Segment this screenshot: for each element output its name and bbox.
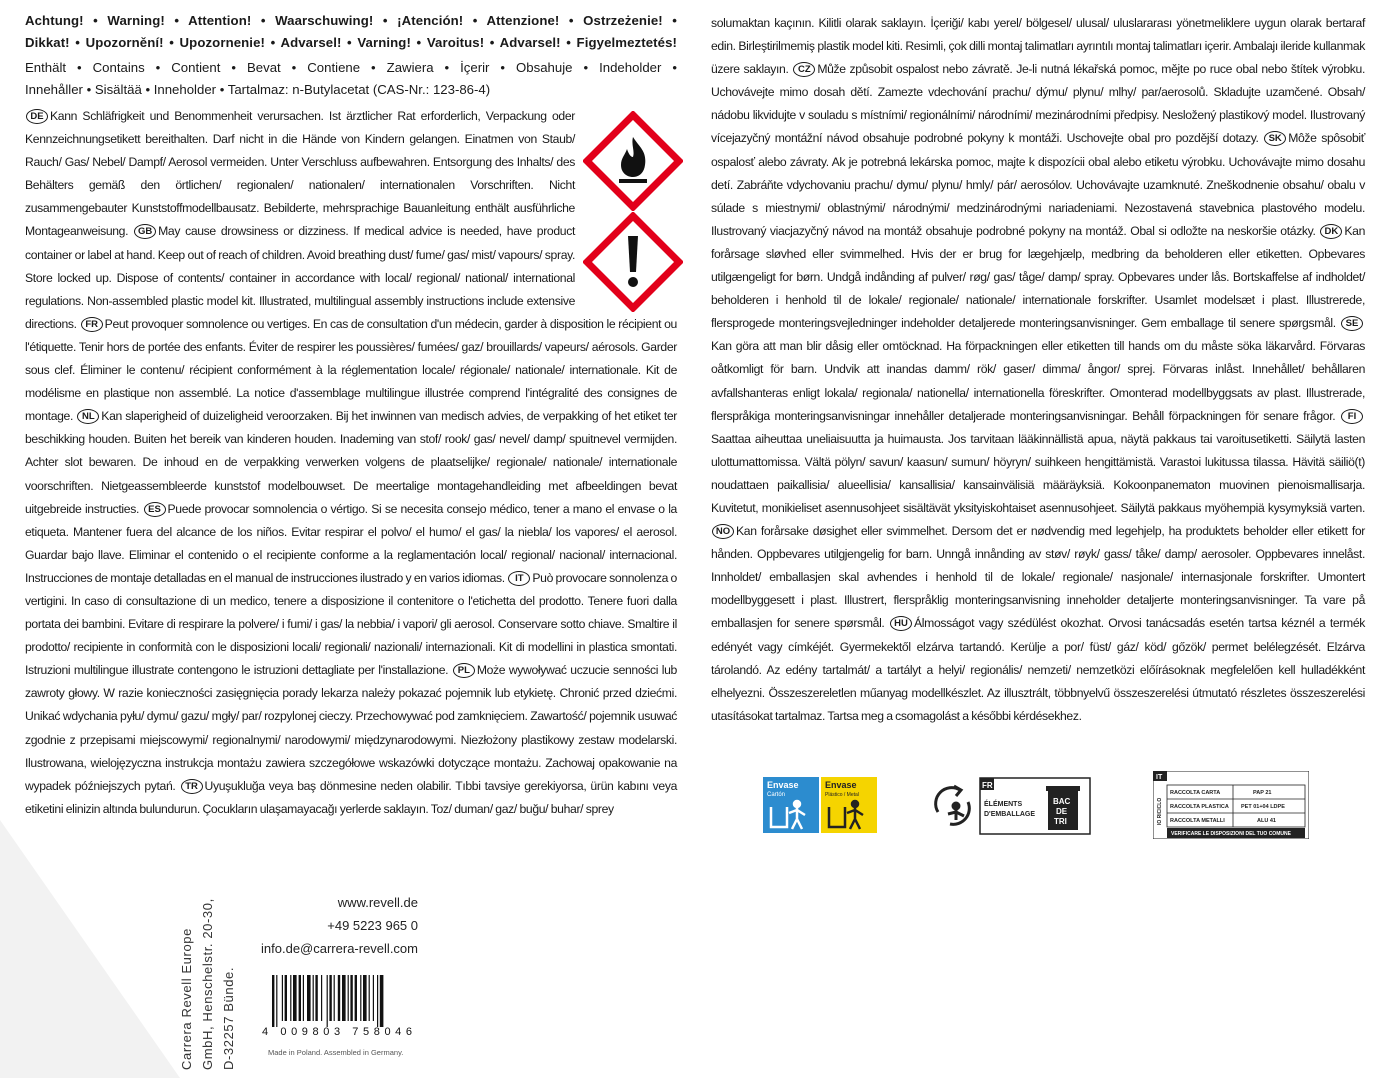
company-address-text: Carrera Revell Europe GmbH, Henschelstr. 20-30, D-32257 Bünde. (179, 898, 236, 1070)
barcode-bar (272, 975, 274, 1027)
barcode-bar (313, 975, 314, 1021)
triman-logo-graphic (930, 776, 1092, 836)
italy-table-graphic (1153, 771, 1309, 839)
barcode-bar (360, 975, 361, 1021)
left-column (25, 10, 677, 821)
lang-code-hu: HU (890, 616, 912, 631)
barcode-bar (350, 975, 352, 1021)
barcode-bar (321, 975, 322, 1021)
lang-code-cz: CZ (793, 62, 815, 77)
lang-code-es: ES (144, 502, 166, 517)
safety-text-right (711, 12, 1365, 728)
text-pl: Może wywoływać uczucie senności lub zawroty głowy. W razie konieczności zasięgnięcia porady lekarza należy pokazać pojemnik lub etykietę. Chronić przed dziećmi. Unikać wdychania pyłu/ dymu/ gazu/ mgły/ par/ rozpylonej cieczy. Przechowywać pod zamknięciem. Zawartość/ pojemnik usuwać zgodnie z przepisami miejscowymi/ regionalnymi/ narodowymi/ międzynarodowymi. Niezłożony plastikowy zestaw modelarski. Ilustrowana, wielojęzyczna instrukcja montażu zawiera szczegółowe wskazówki dotyczące montażu. Zachowaj opakowanie na wypadek późniejszych pytań. (25, 663, 677, 793)
barcode-bar (373, 975, 374, 1021)
italy-footer: VERIFICARE LE DISPOSIZIONI DEL TUO COMUNE (1171, 831, 1291, 837)
barcode-bar (380, 975, 384, 1027)
barcode-bar (377, 975, 378, 1027)
text-sk: Môže spôsobiť ospalosť alebo závraty. Ak je potrebná lekárska pomoc, majte k dispozícii obal alebo etiketu výrobku. Uchovávajte mimo dosahu detí. Zabráňte vdychovaniu prachu/ dymu/ plynu/ hmly/ pár/ aerosólov. Uchovávajte uzamknuté. Zneškodnenie obsahu/ obalu v súlade s miestnymi/ oblastnými/ národnými/ medzinárodnými nariadeniami. Nezostavená stavebnica plastového modelu. Ilustrovaný viacjazyčný návod na montáž obsahuje podrobné pokyny na montáž. Obal si odložte na neskoršie otázky. (711, 131, 1365, 238)
barcode-bar (327, 975, 328, 1027)
made-in-text: Made in Poland. Assembled in Germany. (268, 1048, 404, 1057)
envase-plastico-label: Envase (825, 780, 857, 790)
warnings-line-1: Achtung! • Warning! • Attention! • Waarschuwing! • ¡Atención! • Attenzione! • Ostrzeżenie! • (25, 13, 677, 28)
text-dk: Kan forårsage sløvhed eller svimmelhed. Hvis der er brug for lægehjælp, medbring da beholderen eller etiketten. Opbevares utilgængeligt for børn. Undgå indånding af pulver/ røg/ gas/ tåge/ damp/ spray. Opbevares under lås. Bortskaffelse af indholdet/ beholderen i henhold til de lokale/ regionale/ nationale/ internationale forskrifter. Usamlet modelsæt i plast. Illustrerede, flersprogede monteringsvejledninger indeholder detaljerede monteringsanvisninger. Gem emballage til senere spørgsmål. (711, 223, 1365, 331)
triman-text-1: ÉLÉMENTS (984, 801, 1023, 808)
contains-line-1: Enthält • Contains • Contient • Bevat • Contiene • Zawiera • İçerir • Obsahuje • Indeholder • (25, 60, 677, 75)
background-shape (0, 820, 180, 1078)
italy-row-3-code: ALU 41 (1257, 818, 1276, 824)
text-cz: Může způsobit ospalost nebo závratě. Je-li nutná lékařská pomoc, mějte po ruce obal nebo štítek výrobku. Uchovávejte mimo dosah dětí. Zamezte vdechování prachu/ dýmu/ plynu/ mlhy/ par/aerosolů. Skladujte uzamčené. Obsah/ nádobu likvidujte v souladu s místními/ regionálními/ národními/ mezinárodními předpisy. Nesložený plastikový model. Ilustrovaný vícejazyčný montážní návod obsahuje podrobné pokyny k montáži. Uschovejte obal pro pozdější dotazy. (711, 62, 1365, 146)
barcode-bar (290, 975, 291, 1021)
lang-code-se: SE (1341, 316, 1363, 331)
triman-bin-2: DE (1056, 807, 1068, 816)
triman-text-2: D'EMBALLAGE (984, 811, 1036, 818)
lang-code-fr: FR (81, 317, 103, 332)
exclamation-pictogram-icon (583, 212, 683, 312)
right-column (711, 12, 1365, 728)
barcode-bar (338, 975, 340, 1021)
lang-code-gb: GB (134, 224, 156, 239)
triman-bin-1: BAC (1053, 797, 1071, 806)
envase-recycling-logo (763, 777, 877, 833)
text-nl: Kan slaperigheid of duizeligheid veroorzaken. Bij het inwinnen van medisch advies, de verpakking of het etiket ter beschikking houden. Buiten het bereik van kinderen houden. Inademing van stof/ rook/ gas/ nevel/ damp/ spuitnevel vermijden. Achter slot bewaren. De inhoud en de verpakking verwerken volgens de plaatselijke/ regionale/ nationale/ internationale voorschriften. Nietgeassembleerde kunststof modelbouwset. De meertalige montagehandleiding met afbeeldingen bevat uitgebreide instructies. (25, 409, 677, 516)
text-it: Può provocare sonnolenza o vertigini. In caso di consultazione di un medico, tenere a disposizione il contenitore o l'etichetta del prodotto. Tenere fuori dalla portata dei bambini. Evitare di respirare la polvere/ i fumi/ i gas/ la nebbia/ i vapori/ gli aerosol. Conservare sotto chiave. Smaltire il prodotto/ recipiente in conformità con le disposizioni locali/ regionali/ nazionali/ internazionali. Kit di modellini in plastica smontati. Istruzioni multilingue illustrate contengono le istruzioni dettagliate per l'installazione. (25, 570, 677, 678)
barcode-bar (293, 975, 297, 1021)
text-tr-continued: solumaktan kaçının. Kilitli olarak saklayın. İçeriği/ kabı yerel/ bölgesel/ ulusal/ uluslararası yönetmeliklere uygun olarak bertaraf edin. Birleştirilmemiş plastik model kiti. Resimli, çok dilli montaj talimatları ayrıntılı montaj talimatları içerir. Ambalajı ileride kullanmak üzere saklayın. (711, 16, 1365, 77)
barcode-bar (329, 975, 331, 1021)
barcode-bar (355, 975, 357, 1021)
lang-code-de: DE (26, 109, 48, 124)
italy-row-2-code: PET 01+04 LDPE (1241, 804, 1285, 810)
flame-pictogram-icon (583, 111, 683, 211)
italy-side-label: IO RICICLO (1157, 797, 1163, 825)
barcode (262, 975, 420, 1037)
contains-line-2: Innehåller • Sisältää • Inneholder • Tartalmaz: n-Butylacetat (CAS-Nr.: 123-86-4) (25, 82, 491, 97)
italy-row-3-item: RACCOLTA METALLI (1170, 818, 1225, 824)
lang-code-no: NO (712, 524, 734, 539)
text-se: Kan göra att man blir dåsig eller omtöcknad. Ha förpackningen eller etiketten till hands om du måste söka läkarvård. Förvaras oåtkomligt för barn. Undvik att inandas damm/ rök/ gaser/ dimma/ ångor/ sprej. Förvaras inlåst. Innehållet/ behållaren avfallshanteras enligt lokala/ regionala/ nationella/ internationella föreskrifter. Omonterad modellbyggsats av plast. Illustrerade, flerspråkiga monteringsanvisningar innehåller detaljerade monteringsanvisningar. Behåll förpackningen för senare frågor. (711, 339, 1365, 423)
text-gb: May cause drowsiness or dizziness. If medical advice is needed, have product container or label at hand. Keep out of reach of children. Avoid breathing dust/ fume/ gas/ mist/ vapours/ spray. Store locked up. Dispose of contents/ container in accordance with local/ regional/ national/ international regulations. Non-assembled plastic model kit. Illustrated, multilingual assembly instructions include extensive directions. (25, 224, 575, 331)
lang-code-nl: NL (77, 409, 99, 424)
text-tr: Uyuşukluğa veya baş dönmesine neden olabilir. Tıbbi tavsiye gerekiyorsa, ürün kabını veya etiketini elinizin altında bulundurun. Çocukların ulaşamayacağı yerlerde saklayın. Toz/ duman/ gaz/ buğu/ buhar/ sprey (25, 778, 678, 816)
lang-code-fi: FI (1341, 409, 1363, 424)
barcode-bar (276, 975, 277, 1027)
text-hu: Álmosságot vagy szédülést okozhat. Orvosi tanácsadás esetén tartsa kéznél a termék edényét vagy címkéjét. Gyermekektől elzárva tartandó. Kerülje a por/ füst/ gáz/ köd/ gőzök/ permet belélegzését. Elzárva tárolandó. Az edény tartalmát/ a tartályt a helyi/ regionális/ nemzeti/ nemzetközi előírásoknak megfelelően kell hulladékként elhelyezni. Összeszereletlen műanyag modellkészlet. Az illusztrált, többnyelvű összeszerelési útmutató részletes összeszerelési utasításokat tartalmaz. Tartsa meg a csomagolást a későbbi kérdésekhez. (711, 616, 1365, 723)
text-no: Kan forårsake døsighet eller svimmelhet. Dersom det er nødvendig med legehjelp, ha produktets beholder eller etikett for hånden. Oppbevares utilgjengelig for barn. Unngå innånding av støv/ røyk/ gass/ tåke/ damp/ aerosoler. Oppbevares innelåst. Innholdet/ emballasjen skal avhendes i henhold til de lokale/ regionale/ nasjonale/ internasjonale forskrifter. Umontert modellbyggesett i plast. Illustrert, flerspråklig monteringsanvisning inneholder detaljerte monteringsanvisninger. Ta vare på emballasjen for senere spørsmål. (711, 524, 1365, 631)
italy-row-1-item: RACCOLTA CARTA (1170, 790, 1221, 796)
lang-code-pl: PL (453, 663, 475, 678)
barcode-digits: 4 009803 758046 (262, 1026, 412, 1037)
lang-code-dk: DK (1320, 224, 1342, 239)
triman-bin-3: TRI (1054, 817, 1067, 826)
barcode-bar (369, 975, 370, 1021)
italy-recycling-table (1153, 771, 1309, 839)
barcode-bar (342, 975, 346, 1021)
lang-code-tr: TR (181, 779, 203, 794)
triman-fr-code: FR (982, 781, 993, 790)
barcode-bar (363, 975, 367, 1021)
text-de: Kann Schläfrigkeit und Benommenheit verursachen. Ist ärztlicher Rat erforderlich, Verpackung oder Kennzeichnungsetikett bereithalten. Darf nicht in die Hände von Kindern gelangen. Einatmen von Staub/ Rauch/ Gas/ Nebel/ Dampf/ Aerosol vermeiden. Unter Verschluss aufbewahren. Entsorgung des Inhalts/ des Behälters gemäß den örtlichen/ regionalen/ nationalen/ internationalen Vorschriften. Nicht zusammengebauter Kunststoffmodellbausatz. Bebilderte, mehrsprachige Bauanleitung enthält ausführliche Montageanweisung. (25, 109, 575, 239)
email-address[interactable]: info.de@carrera-revell.com (261, 941, 418, 956)
envase-carton-label: Envase (767, 780, 799, 790)
phone-number: +49 5223 965 0 (327, 918, 418, 933)
barcode-bar (307, 975, 311, 1021)
barcode-bar (334, 975, 335, 1021)
safety-text-left (25, 105, 677, 821)
text-fi: Saattaa aiheuttaa uneliaisuutta ja huimausta. Jos tarvitaan lääkinnällistä apua, näytä pakkaus tai varoitusetiketti. Säilytä lasten ulottumattomissa. Vältä pölyn/ savun/ kaasun/ sumun/ höyryn/ suihkeen hengittämistä. Varastoi lukitussa tilassa. Hävitä säiliö(t) noudattaen paikallisia/ alueellisia/ kansallisia/ kansainvälisiä määräyksiä. Kokoonpanematon muovinen pienoismallisarja. Kuvitetut, monikieliset asennusohjeet sisältävät yksityiskohtaiset asennusohjeet. Säilytä pakkaus myöhempiä kysymyksiä varten. (711, 431, 1365, 515)
website-link[interactable]: www.revell.de (337, 895, 418, 910)
lang-code-sk: SK (1264, 131, 1286, 146)
text-fr: Peut provoquer somnolence ou vertiges. En cas de consultation d'un médecin, garder à disposition le récipient ou l'étiquette. Tenir hors de portée des enfants. Éviter de respirer les poussières/ fumées/ gaz/ brouillards/ vapeurs/ aérosols. Garder sous clef. Éliminer le contenu/ récipient conformément à la réglementation locale/ régionale/ nationale/ internationale. Kit de modélisme en plastique non assemblé. La notice d'assemblage multilingue illustrée comprend l'intégralité des consignes de montage. (25, 316, 677, 424)
envase-carton-sub: Cartón (767, 792, 786, 798)
lang-code-it: IT (508, 571, 530, 586)
italy-row-1-code: PAP 21 (1253, 790, 1272, 796)
barcode-bar (315, 975, 317, 1021)
barcode-bar (303, 975, 304, 1021)
barcode-bar (348, 975, 349, 1021)
barcode-bar (285, 975, 287, 1021)
text-es: Puede provocar somnolencia o vértigo. Si se necesita consejo médico, tener a mano el envase o la etiqueta. Mantener fuera del alcance de los niños. Evitar respirar el polvo/ el humo/ el gas/ la niebla/ los vapores/ el aerosol. Guardar bajo llave. Eliminar el contenido o el recipiente conforme a la reglamentación local/ regional/ nacional/ internacional. Instrucciones de montaje detalladas en el manual de instrucciones ilustrado y en varios idiomas. (25, 501, 677, 585)
barcode-bar (299, 975, 301, 1021)
barcode-bar (282, 975, 283, 1021)
contact-block (258, 891, 418, 960)
envase-plastico-sub: Plástico / Metal (825, 792, 859, 798)
italy-code: IT (1156, 774, 1163, 781)
warnings-line-2: Dikkat! • Upozornění! • Upozornenie! • Advarsel! • Varning! • Varoitus! • Advarsel! • Figyelmeztetés! (25, 35, 677, 50)
triman-logo (930, 776, 1092, 836)
envase-logo-graphic (763, 777, 877, 833)
italy-row-2-item: RACCOLTA PLASTICA (1170, 804, 1229, 810)
